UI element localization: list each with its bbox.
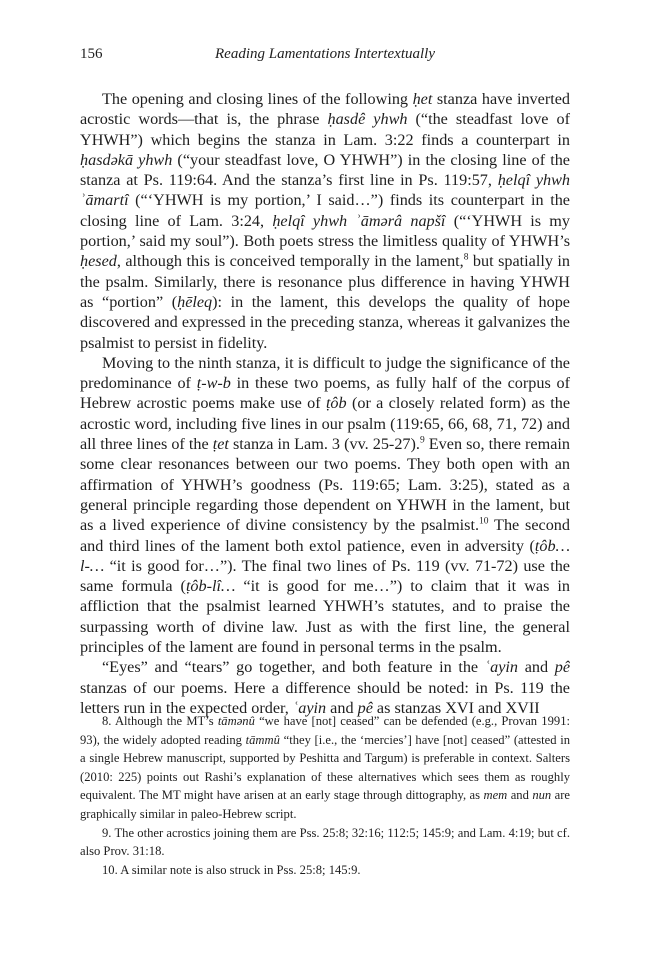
footnote-ref: 10 [479, 516, 489, 527]
text-run: (“the steadfast love of YHWH”) which begins the stanza in Lam. 3:22 finds a counterpart in [80, 110, 571, 149]
text-run: are graphically similar in paleo-Hebrew script. [80, 788, 571, 821]
text-run: (“‘YHWH is my portion,’ I said…”) finds its counterpart in the closing line of Lam. 3:24, [80, 191, 570, 230]
text-run: The opening and closing lines of the following [102, 90, 413, 108]
running-header [80, 46, 570, 66]
italic-term: ʿayin [484, 658, 519, 677]
italic-term: ʿayin [292, 698, 327, 717]
italic-term: ṭôb… l-… [80, 536, 570, 575]
footnote-ref: 9 [419, 435, 425, 446]
main-text [80, 89, 570, 718]
italic-term: tāmənû [217, 714, 255, 728]
italic-term: ḥēleq [177, 292, 213, 311]
text-run: “we have [not] ceased” can be defended (e.g., Provan 1991: 93), the widely adopted reading [80, 714, 570, 747]
italic-term: ḥet [412, 90, 433, 108]
text-run: (“‘YHWH is my portion,’ said my soul”). Both poets stress the limitless quality of YHWH’s [80, 211, 570, 251]
italic-term: ṭôb-lî… [185, 577, 236, 596]
italic-term: ṭôb [325, 394, 347, 413]
italic-term: ṭet [212, 435, 229, 454]
italic-term: ḥelqî yhwh ʾāmərâ napšî [272, 211, 446, 230]
running-title: Reading Lamentations Intertextually [215, 46, 435, 62]
text-run: “they [i.e., the ‘mercies’] have [not] ceased” (attested in a single Hebrew manuscript, supported by Peshitta and Targum) is preferable in context. Salters (2010: 225) points out Rashi’s explanation of these alternatives which sees them as roughly equivalent. The MT might have arisen at an early stage through dittography, as [80, 732, 570, 803]
italic-term: pê [357, 698, 373, 717]
italic-term: tāmmû [245, 732, 280, 747]
italic-term: ḥelqî yhwh ʾāmartî [80, 171, 570, 210]
text-run: stanza have inverted acrostic words—that is, the phrase [80, 90, 571, 129]
text-run: ): in the lament, this develops the quality of hope discovered and expressed in the preceding stanza, whereas it galvanizes the psalmist to persist in fidelity. [80, 292, 570, 352]
text-run: “it is good for me…”) to claim that it was in affliction that the psalmist learned YHWH’s statutes, and to praise the surpassing worth of divine law. Just as with the first line, the general principles of the lament are found in personal terms in the psalm. [80, 577, 570, 657]
page-number: 156 [80, 46, 103, 62]
text-run: “it is good for…”). The final two lines of Ps. 119 (vv. 71-72) use the same formula ( [80, 556, 570, 596]
text-run: The second and third lines of the lament both extol patience, even in adversity ( [80, 516, 570, 555]
paragraph-ayin-pe-stanza [80, 657, 570, 718]
text-run: and [518, 658, 555, 677]
italic-term: ḥesed [80, 252, 117, 271]
footnote-8 [80, 712, 570, 824]
text-run: 10. A similar note is also struck in Pss. 25:8; 145:9. [102, 862, 361, 877]
text-run: (or a closely related form) as the acrostic word, including five lines in our psalm (119:65, 66, 68, 71, 72) and all three lines of the [80, 394, 571, 454]
text-run: Even so, there remain some clear resonances between our two poems. They both open with an affirmation of YHWH’s goodness (Ps. 119:65; Lam. 3:25), stated as a general principle regarding those dependent on YHWH in the lament, but as a lived experience of divine consistency by the psalmist. [80, 435, 570, 535]
text-run: and [326, 698, 358, 717]
text-run: “Eyes” and “tears” go together, and both feature in the [102, 658, 485, 677]
text-run: 8. Although the MT’s [102, 714, 218, 728]
text-run: stanzas of our poems. Here a difference should be noted: in Ps. 119 the letters run in the expected order, [80, 678, 570, 717]
text-run: 9. The other acrostics joining them are Pss. 25:8; 32:16; 112:5; 145:9; and Lam. 4:19; but cf. also Prov. 31:18. [80, 825, 570, 859]
text-run: in these two poems, as fully half of the corpus of Hebrew acrostic poems make use of [80, 374, 571, 413]
text-run: Moving to the ninth stanza, it is difficult to judge the significance of the predominance of [80, 353, 570, 393]
italic-term: nun [532, 788, 552, 803]
italic-term: mem [483, 788, 508, 803]
text-run: and [507, 788, 533, 803]
italic-term: ḥasdəkā yhwh [80, 150, 173, 169]
footnote-10 [80, 861, 570, 880]
text-run: but spatially in the psalm. Similarly, there is resonance plus difference in having YHWH as “portion” ( [80, 252, 570, 311]
footnotes [80, 712, 570, 879]
text-run: (“your steadfast love, O YHWH”) in the closing line of the stanza at Ps. 119:64. And the stanza’s first line in Ps. 119:57, [80, 150, 570, 190]
italic-term: ḥasdê yhwh [327, 110, 408, 129]
footnote-ref: 8 [463, 252, 469, 263]
text-run: stanza in Lam. 3 (vv. 25-27). [228, 435, 420, 454]
italic-term: pê [554, 658, 570, 677]
paragraph-het-stanza [80, 89, 570, 353]
italic-term: ṭ-w-b [196, 374, 231, 393]
text-run: as stanzas XVI and XVII [372, 698, 540, 717]
text-run: , although this is conceived temporally in the lament, [116, 252, 464, 271]
footnote-9 [80, 824, 570, 861]
paragraph-tet-stanza [80, 353, 570, 657]
